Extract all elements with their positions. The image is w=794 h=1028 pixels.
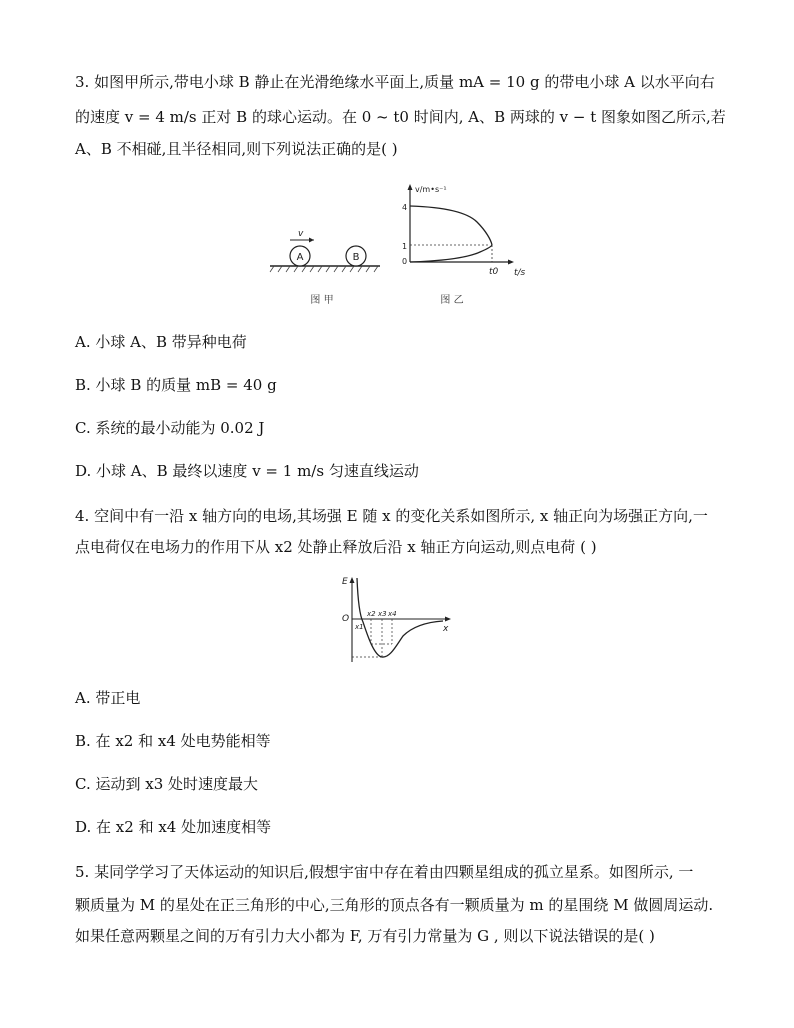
vt-origin: 0: [402, 257, 408, 266]
vt-curve-b: [410, 245, 492, 262]
caption-left: 图 甲: [310, 295, 334, 306]
e-y-axis-arrow: [350, 577, 355, 583]
x1-label: x1: [355, 623, 364, 631]
vt-y-axis-arrow: [408, 184, 413, 190]
e-x-axis-arrow: [445, 617, 451, 622]
vt-tick-1: 1: [402, 242, 408, 251]
vt-curve-a: [410, 206, 492, 245]
q4-figure: [338, 574, 458, 666]
q3-stem-line-3: A、B 不相碰,且半径相同,则下列说法正确的是( ): [75, 140, 398, 158]
q4-option-a[interactable]: A. 带正电: [75, 689, 141, 707]
q4-stem-line-2: 点电荷仅在电场力的作用下从 x2 处静止释放后沿 x 轴正方向运动,则点电荷 ( ): [75, 538, 597, 556]
x-axis-label: x: [443, 624, 449, 634]
e-axis-label: E: [342, 577, 348, 587]
x3-label: x3: [378, 610, 387, 618]
q3-stem-line-2: 的速度 v = 4 m/s 正对 B 的球心运动。在 0 ~ t0 时间内, A、B 两球的 v − t 图象如图乙所示,若: [75, 108, 726, 126]
q4-option-d[interactable]: D. 在 x2 和 x4 处加速度相等: [75, 818, 272, 836]
vt-tick-4: 4: [402, 203, 408, 212]
q3-option-b[interactable]: B. 小球 B 的质量 mB = 40 g: [75, 376, 277, 394]
vt-x-axis-label: t/s: [514, 268, 526, 278]
q3-option-a[interactable]: A. 小球 A、B 带异种电荷: [75, 333, 247, 351]
vt-t0: t0: [489, 267, 499, 277]
origin-label: O: [342, 614, 350, 624]
q3-stem-line-1: 3. 如图甲所示,带电小球 B 静止在光滑绝缘水平面上,质量 mA = 10 g 的带电小球 A 以水平向右: [75, 73, 715, 91]
ground-hatching: [270, 266, 378, 272]
velocity-label: v: [298, 229, 304, 239]
x2-label: x2: [367, 610, 376, 618]
q3-option-c[interactable]: C. 系统的最小动能为 0.02 J: [75, 419, 265, 437]
q3-figure: [262, 180, 542, 310]
ball-b-label: B: [352, 252, 360, 263]
q3-option-d[interactable]: D. 小球 A、B 最终以速度 v = 1 m/s 匀速直线运动: [75, 462, 419, 480]
x4-label: x4: [388, 610, 397, 618]
q4-option-b[interactable]: B. 在 x2 和 x4 处电势能相等: [75, 732, 271, 750]
velocity-arrowhead: [309, 238, 314, 243]
q4-stem-line-1: 4. 空间中有一沿 x 轴方向的电场,其场强 E 随 x 的变化关系如图所示, x 轴正向为场强正方向,一: [75, 507, 708, 525]
vt-x-axis-arrow: [508, 260, 514, 265]
q5-stem-line-1: 5. 某同学学习了天体运动的知识后,假想宇宙中存在着由四颗星组成的孤立星系。如图所示, 一: [75, 863, 694, 881]
vt-y-axis-label: v/m•s⁻¹: [415, 185, 447, 194]
ball-a-label: A: [296, 252, 304, 263]
q5-stem-line-2: 颗质量为 M 的星处在正三角形的中心,三角形的顶点各有一颗质量为 m 的星围绕 M 做圆周运动.: [75, 896, 714, 914]
caption-right: 图 乙: [440, 295, 464, 306]
q4-option-c[interactable]: C. 运动到 x3 处时速度最大: [75, 775, 259, 793]
q5-stem-line-3: 如果任意两颗星之间的万有引力大小都为 F, 万有引力常量为 G , 则以下说法错误的是( ): [75, 927, 655, 945]
